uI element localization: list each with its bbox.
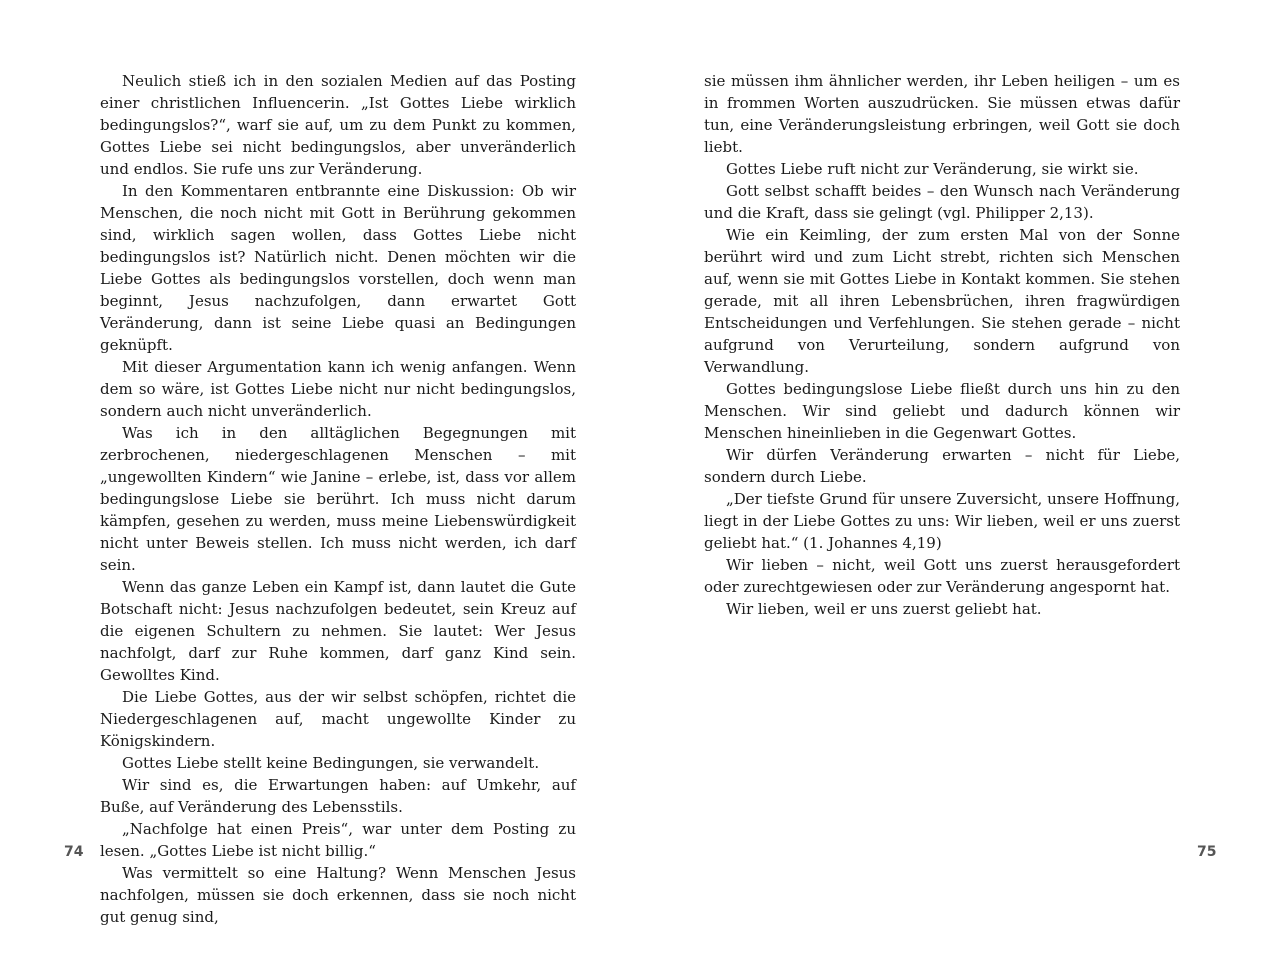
right-paragraph-4: Wie ein Keimling, der zum ersten Mal von der Sonne berührt wird und zum Licht strebt, richten sich Menschen auf, wenn sie mit Gottes Liebe in Kontakt kommen. Sie stehen gerade, mit all ihren Lebensbrüchen, ihren fragwürdigen Entscheidungen und Verfehlungen. Sie stehen gerade – nicht aufgrund von Verurteilung, sondern aufgrund von Verwandlung.: [704, 226, 1180, 376]
left-paragraph-1: Neulich stieß ich in den sozialen Medien auf das Posting einer christlichen Influencerin. „Ist Gottes Liebe wirklich bedingungslos?“, warf sie auf, um zu dem Punkt zu kommen, Gottes Liebe sei nicht bedingungslos, aber unveränderlich und endlos. Sie rufe uns zur Veränderung.: [100, 72, 576, 178]
page-number-right: 75: [1197, 844, 1217, 860]
right-paragraph-7: „Der tiefste Grund für unsere Zuversicht, unsere Hoffnung, liegt in der Liebe Gottes zu uns: Wir lieben, weil er uns zuerst geliebt hat.“ (1. Johannes 4,19): [704, 490, 1180, 552]
right-paragraph-5: Gottes bedingungslose Liebe fließt durch uns hin zu den Menschen. Wir sind geliebt und dadurch können wir Menschen hineinlieben in die Gegenwart Gottes.: [704, 380, 1180, 442]
left-paragraph-5: Wenn das ganze Leben ein Kampf ist, dann lautet die Gute Botschaft nicht: Jesus nachzufolgen bedeutet, sein Kreuz auf die eigenen Schultern zu nehmen. Sie lautet: Wer Jesus nachfolgt, darf zur Ruhe kommen, darf ganz Kind sein. Gewolltes Kind.: [100, 578, 576, 684]
right-paragraph-2: Gottes Liebe ruft nicht zur Veränderung, sie wirkt sie.: [726, 160, 1139, 178]
left-paragraph-2: In den Kommentaren entbrannte eine Diskussion: Ob wir Menschen, die noch nicht mit Gott in Berührung gekommen sind, wirklich sagen wollen, dass Gottes Liebe nicht bedingungslos ist? Natürlich nicht. Denen möchten wir die Liebe Gottes als bedingungslos vorstellen, doch wenn man beginnt, Jesus nachzufolgen, dann erwartet Gott Veränderung, dann ist seine Liebe quasi an Bedingungen geknüpft.: [100, 182, 576, 354]
right-paragraph-9: Wir lieben, weil er uns zuerst geliebt hat.: [726, 600, 1042, 618]
right-paragraph-3: Gott selbst schafft beides – den Wunsch nach Veränderung und die Kraft, dass sie gelingt (vgl. Philipper 2,13).: [704, 182, 1180, 222]
left-paragraph-3: Mit dieser Argumentation kann ich wenig anfangen. Wenn dem so wäre, ist Gottes Liebe nicht nur nicht bedingungslos, sondern auch nicht unveränderlich.: [100, 358, 576, 420]
left-paragraph-10: Was vermittelt so eine Haltung? Wenn Menschen Jesus nachfolgen, müssen sie doch erkennen, dass sie noch nicht gut genug sind,: [100, 864, 576, 926]
left-paragraph-8: Wir sind es, die Erwartungen haben: auf Umkehr, auf Buße, auf Veränderung des Lebensstils.: [100, 776, 576, 816]
left-paragraph-4: Was ich in den alltäglichen Begegnungen mit zerbrochenen, niedergeschlagenen Menschen – mit „ungewollten Kindern“ wie Janine – erlebe, ist, dass vor allem bedingungslose Liebe sie berührt. Ich muss nicht darum kämpfen, gesehen zu werden, muss meine Liebenswürdigkeit nicht unter Beweis stellen. Ich muss nicht werden, ich darf sein.: [100, 424, 576, 574]
right-paragraph-6: Wir dürfen Veränderung erwarten – nicht für Liebe, sondern durch Liebe.: [704, 446, 1180, 486]
right-paragraph-1: sie müssen ihm ähnlicher werden, ihr Leben heiligen – um es in frommen Worten auszudrücken. Sie müssen etwas dafür tun, eine Veränderungsleistung erbringen, weil Gott sie doch liebt.: [704, 72, 1180, 156]
left-paragraph-9: „Nachfolge hat einen Preis“, war unter dem Posting zu lesen. „Gottes Liebe ist nicht billig.“: [100, 820, 576, 860]
left-paragraph-7: Gottes Liebe stellt keine Bedingungen, sie verwandelt.: [122, 754, 540, 772]
left-page-body: [100, 70, 576, 928]
page-number-left: 74: [64, 844, 84, 860]
right-paragraph-8: Wir lieben – nicht, weil Gott uns zuerst herausgefordert oder zurechtgewiesen oder zur Veränderung angespornt hat.: [704, 556, 1180, 596]
right-page-body: [704, 70, 1180, 620]
left-paragraph-6: Die Liebe Gottes, aus der wir selbst schöpfen, richtet die Niedergeschlagenen auf, macht ungewollte Kinder zu Königskindern.: [100, 688, 576, 750]
